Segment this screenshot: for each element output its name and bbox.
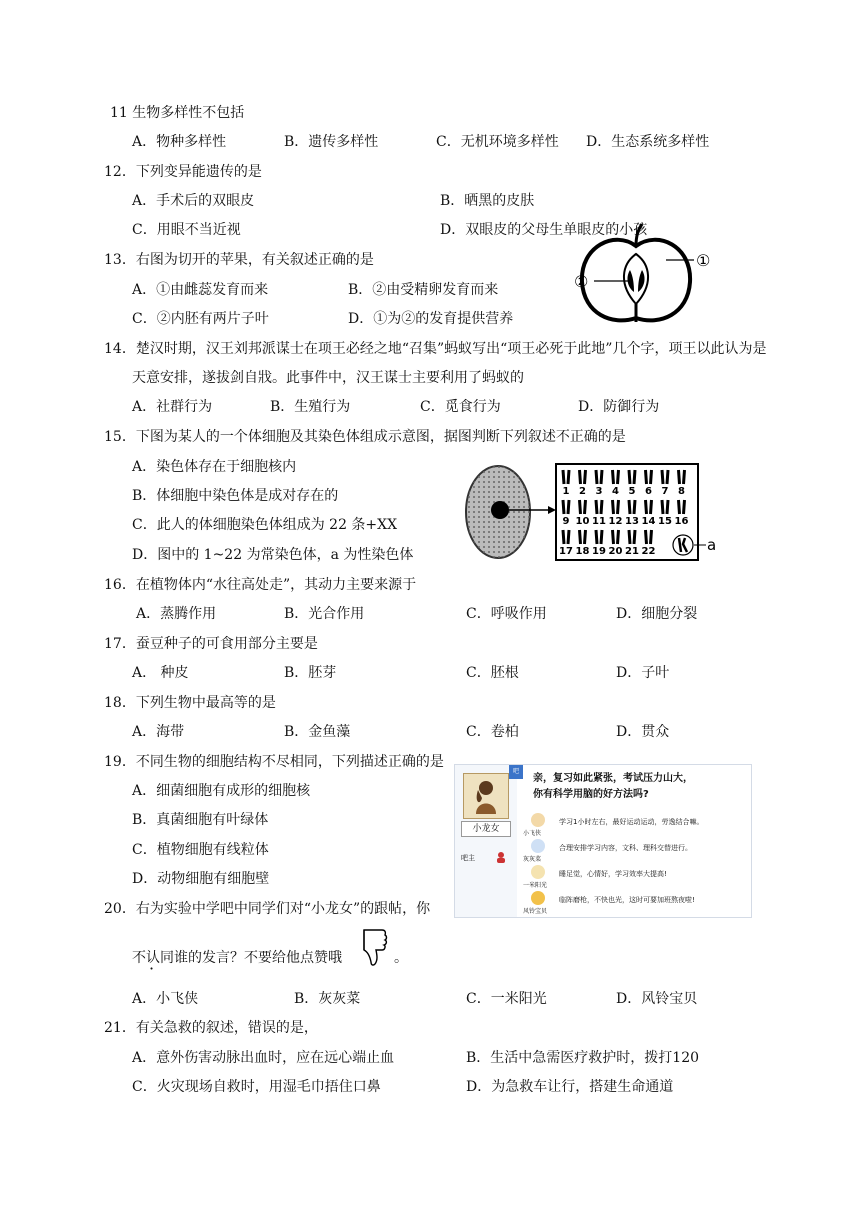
chromosome-number: 15 bbox=[658, 516, 672, 527]
q14-option-b: B．生殖行为 bbox=[270, 399, 351, 415]
chromosome-number: 1 bbox=[562, 486, 570, 497]
question-21-stem: 21．有关急救的叙述，错误的是， bbox=[104, 1020, 318, 1036]
q12-option-c: C．用眼不当近视 bbox=[132, 222, 241, 238]
user-icon bbox=[495, 851, 507, 863]
stem-text: 不 bbox=[132, 950, 146, 966]
poster-avatar bbox=[463, 773, 509, 819]
stem-text: 谁的发言？不要给他点赞哦 bbox=[174, 950, 342, 966]
q18-option-d: D．贯众 bbox=[616, 724, 670, 740]
reply-name: 一米阳光 bbox=[523, 882, 548, 889]
q11-option-c: C．无机环境多样性 bbox=[436, 134, 559, 150]
forum-corner-badge: 吧 bbox=[509, 765, 523, 779]
apple-cross-section-figure bbox=[570, 222, 720, 328]
q14-option-a: A．社群行为 bbox=[132, 399, 213, 415]
q16-option-d: D．细胞分裂 bbox=[616, 606, 698, 622]
reply-text: 合理安排学习内容，文科、理科交替进行。 bbox=[559, 844, 692, 852]
question-15-stem: 15．下图为某人的一个体细胞及其染色体组成示意图，据图判断下列叙述不正确的是 bbox=[104, 429, 626, 445]
q21-option-a: A．意外伤害动脉出血时，应在远心端止血 bbox=[132, 1050, 395, 1066]
chromosome-number: 2 bbox=[579, 486, 586, 497]
q13-option-d: D．①为②的发育提供营养 bbox=[348, 311, 514, 327]
q19-option-a: A．细菌细胞有成形的细胞核 bbox=[132, 783, 311, 799]
q14-option-d: D．防御行为 bbox=[578, 399, 660, 415]
q12-option-d: D．双眼皮的父母生单眼皮的小孩 bbox=[440, 222, 648, 238]
question-14-stem-line1: 14．楚汉时期，汉王刘邦派谋士在项王必经之地“召集”蚂蚁写出“项王必死于此地”几个字，项王以此认为是 bbox=[104, 341, 767, 357]
q19-option-b: B．真菌细胞有叶绿体 bbox=[132, 812, 269, 828]
reply-avatar-icon bbox=[531, 865, 545, 879]
q20-option-d: D．风铃宝贝 bbox=[616, 991, 698, 1007]
q16-option-c: C．呼吸作用 bbox=[466, 606, 547, 622]
question-11-stem: 11 生物多样性不包括 bbox=[110, 105, 245, 121]
question-20-stem-line1: 20．右为实验中学吧中同学们对“小龙女”的跟帖，你 bbox=[104, 901, 431, 917]
q21-option-c: C．火灾现场自救时，用湿毛巾捂住口鼻 bbox=[132, 1079, 381, 1095]
chromosome-number: 6 bbox=[645, 486, 652, 497]
q17-option-c: C．胚根 bbox=[466, 665, 519, 681]
question-20-stem-end: 。 bbox=[394, 950, 408, 966]
q15-option-c: C．此人的体细胞染色体组成为 22 条+XX bbox=[132, 517, 398, 533]
q13-option-c: C．②内胚有两片子叶 bbox=[132, 311, 269, 327]
chromosome-number: 12 bbox=[608, 516, 623, 527]
q12-option-b: B．晒黑的皮肤 bbox=[440, 193, 535, 209]
q15-option-a: A．染色体存在于细胞核内 bbox=[132, 459, 297, 475]
q14-option-c: C．觅食行为 bbox=[420, 399, 501, 415]
reply-name: 小飞侠 bbox=[523, 830, 542, 837]
apple-label-1: ① bbox=[696, 251, 711, 270]
q17-option-b: B．胚芽 bbox=[284, 665, 337, 681]
q11-option-a: A．物种多样性 bbox=[132, 134, 227, 150]
question-17-stem: 17．蚕豆种子的可食用部分主要是 bbox=[104, 636, 318, 652]
q15-option-d: D．图中的 1~22 为常染色体，a 为性染色体 bbox=[132, 547, 414, 563]
chromosome-number: 20 bbox=[608, 546, 623, 557]
chromosome-number: 16 bbox=[674, 516, 689, 527]
post-title-line2: 你有科学用脑的好方法吗? bbox=[533, 789, 649, 800]
reply-avatar-icon bbox=[531, 839, 545, 853]
q16-option-b: B．光合作用 bbox=[284, 606, 365, 622]
chromosome-number: 18 bbox=[575, 546, 590, 557]
emphasized-text: 认同 bbox=[146, 950, 174, 966]
q19-option-d: D．动物细胞有细胞壁 bbox=[132, 871, 270, 887]
q20-option-c: C．一米阳光 bbox=[466, 991, 547, 1007]
chromosome-number: 13 bbox=[625, 516, 639, 527]
q17-option-a: A． 种皮 bbox=[132, 665, 189, 681]
avatar-girl-icon bbox=[464, 774, 508, 818]
chromosome-number: 19 bbox=[592, 546, 606, 557]
reply-text: 临阵磨枪，不快也光，这时可要加班熬夜啦! bbox=[559, 896, 695, 904]
question-12-stem: 12．下列变异能遗传的是 bbox=[104, 164, 262, 180]
apple-label-2: ② bbox=[574, 272, 589, 291]
q11-option-d: D．生态系统多样性 bbox=[586, 134, 710, 150]
q20-option-b: B．灰灰菜 bbox=[294, 991, 361, 1007]
q17-option-d: D．子叶 bbox=[616, 665, 670, 681]
thumbs-down-icon bbox=[360, 928, 390, 968]
post-title bbox=[533, 771, 693, 803]
chromosome-number: 10 bbox=[575, 516, 590, 527]
chromosome-number: 5 bbox=[628, 486, 636, 497]
reply-name: 风铃宝贝 bbox=[523, 908, 548, 915]
cell-karyotype-figure bbox=[462, 460, 724, 566]
post-title-line1: 亲，复习如此紧张，考试压力山大， bbox=[533, 773, 693, 784]
chromosome-number: 9 bbox=[562, 516, 570, 527]
q18-option-c: C．卷柏 bbox=[466, 724, 519, 740]
poster-nickname: 小龙女 bbox=[461, 821, 511, 837]
reply-text: 学习1小时左右，最好运动运动，劳逸结合嘛。 bbox=[559, 818, 704, 826]
question-18-stem: 18．下列生物中最高等的是 bbox=[104, 695, 276, 711]
reply-name: 灰灰菜 bbox=[523, 856, 542, 863]
q12-option-a: A．手术后的双眼皮 bbox=[132, 193, 255, 209]
q13-option-b: B．②由受精卵发育而来 bbox=[348, 282, 499, 298]
q18-option-a: A．海带 bbox=[132, 724, 185, 740]
q13-option-a: A．①由雌蕊发育而来 bbox=[132, 282, 269, 298]
q20-option-a: A．小飞侠 bbox=[132, 991, 199, 1007]
cell-nucleus bbox=[491, 501, 509, 519]
reply-text: 睡足觉，心情好，学习效率大提高! bbox=[559, 870, 667, 878]
reply-avatar-icon bbox=[531, 891, 545, 905]
q19-option-c: C．植物细胞有线粒体 bbox=[132, 842, 269, 858]
chromosome-number: 22 bbox=[641, 546, 656, 557]
question-13-stem: 13．右图为切开的苹果，有关叙述正确的是 bbox=[104, 252, 374, 268]
forum-post-figure bbox=[454, 764, 752, 918]
chromosome-number: 14 bbox=[641, 516, 656, 527]
q16-option-a: A．蒸腾作用 bbox=[136, 606, 217, 622]
sex-chromosome-label: a bbox=[707, 536, 717, 554]
chromosome-number: 11 bbox=[592, 516, 606, 527]
question-14-stem-line2: 天意安排，遂拔剑自戕。此事件中，汉王谋士主要利用了蚂蚁的 bbox=[132, 370, 524, 386]
q11-option-b: B．遗传多样性 bbox=[284, 134, 379, 150]
q21-option-b: B．生活中急需医疗救护时，拨打120 bbox=[466, 1050, 700, 1066]
question-16-stem: 16．在植物体内“水往高处走”，其动力主要来源于 bbox=[104, 577, 417, 593]
chromosome-number: 17 bbox=[559, 546, 573, 557]
chromosome-number: 21 bbox=[625, 546, 639, 557]
q15-option-b: B．体细胞中染色体是成对存在的 bbox=[132, 488, 339, 504]
question-19-stem: 19．不同生物的细胞结构不尽相同，下列描述正确的是 bbox=[104, 754, 444, 770]
poster-role: 吧主 bbox=[461, 854, 475, 862]
q21-option-d: D．为急救车让行，搭建生命通道 bbox=[466, 1079, 674, 1095]
chromosome-number: 4 bbox=[612, 486, 619, 497]
q18-option-b: B．金鱼藻 bbox=[284, 724, 351, 740]
question-20-stem-line2 bbox=[132, 948, 342, 968]
chromosome-number: 8 bbox=[678, 486, 685, 497]
chromosome-number: 3 bbox=[595, 486, 603, 497]
chromosome-number: 7 bbox=[661, 486, 669, 497]
reply-avatar-icon bbox=[531, 813, 545, 827]
